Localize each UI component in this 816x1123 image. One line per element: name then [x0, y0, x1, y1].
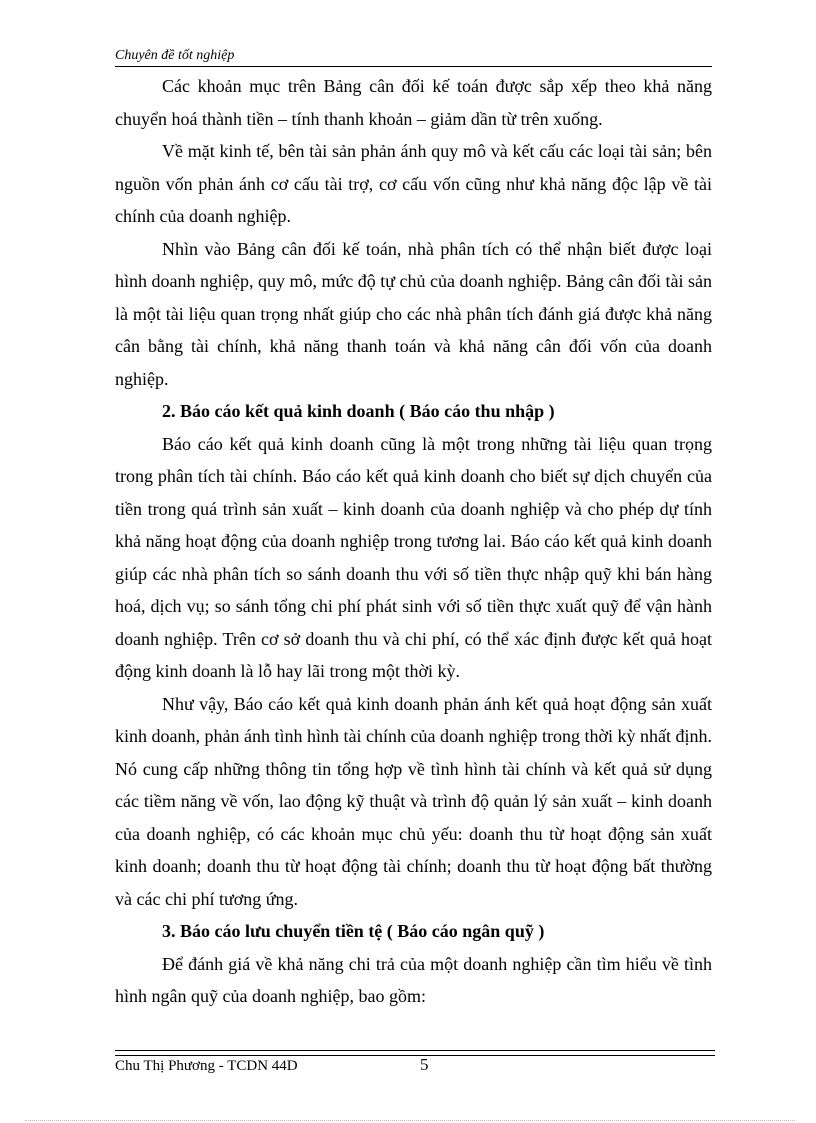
page-header-title: Chuyên đề tốt nghiệp: [115, 48, 235, 63]
heading-section-3: 3. Báo cáo lưu chuyển tiền tệ ( Báo cáo ngân quỹ ): [162, 921, 545, 941]
paragraph-3: Nhìn vào Bảng cân đối kế toán, nhà phân tích có thể nhận biết được loại hình doanh nghiệp, quy mô, mức độ tự chủ của doanh nghiệp. Bảng cân đối tài sản là một tài liệu quan trọng nhất giúp cho các nhà phân tích đánh giá được khả năng cân bằng tài chính, khả năng thanh toán và khả năng cân đối vốn của doanh nghiệp.: [115, 238, 712, 389]
paragraph-4: Báo cáo kết quả kinh doanh cũng là một trong những tài liệu quan trọng trong phân tích tài chính. Báo cáo kết quả kinh doanh cho biết sự dịch chuyển của tiền trong quá trình sản xuất – kinh doanh của doanh nghiệp và cho phép dự tính khả năng hoạt động của doanh nghiệp trong tương lai. Báo cáo kết quả kinh doanh giúp các nhà phân tích so sánh doanh thu với số tiền thực nhập quỹ khi bán hàng hoá, dịch vụ; so sánh tổng chi phí phát sinh với số tiền thực xuất quỹ để vận hành doanh nghiệp. Trên cơ sở doanh thu và chi phí, có thể xác định được kết quả hoạt động kinh doanh là lỗ hay lãi trong một thời kỳ.: [115, 433, 712, 681]
paragraph-5: Như vậy, Báo cáo kết quả kinh doanh phản ánh kết quả hoạt động sản xuất kinh doanh, phản ánh tình hình tài chính của doanh nghiệp trong thời kỳ nhất định. Nó cung cấp những thông tin tổng hợp về tình hình tài chính và kết quả sử dụng các tiềm năng về vốn, lao động kỹ thuật và trình độ quản lý sản xuất – kinh doanh của doanh nghiệp, có các khoản mục chủ yếu: doanh thu từ hoạt động sản xuất kinh doanh; doanh thu từ hoạt động tài chính; doanh thu từ hoạt động bất thường và các chi phí tương ứng.: [115, 693, 712, 909]
footer-rule: [115, 1050, 715, 1056]
document-body: [115, 70, 712, 1013]
page-bottom-border: [25, 1120, 795, 1121]
paragraph-2: Về mặt kinh tế, bên tài sản phản ánh quy mô và kết cấu các loại tài sản; bên nguồn vốn phản ánh cơ cấu tài trợ, cơ cấu vốn cũng như khả năng độc lập về tài chính của doanh nghiệp.: [115, 141, 712, 226]
heading-section-2: 2. Báo cáo kết quả kinh doanh ( Báo cáo thu nhập ): [162, 401, 555, 421]
paragraph-6: Để đánh giá về khả năng chi trả của một doanh nghiệp cần tìm hiểu về tình hình ngân quỹ của doanh nghiệp, bao gồm:: [115, 953, 712, 1006]
paragraph-1: Các khoản mục trên Bảng cân đối kế toán được sắp xếp theo khả năng chuyển hoá thành tiền – tính thanh khoản – giảm dần từ trên xuống.: [115, 76, 712, 129]
footer-author: Chu Thị Phương - TCDN 44D: [115, 1058, 298, 1074]
header-rule: [115, 66, 712, 67]
page-number: 5: [420, 1055, 429, 1074]
